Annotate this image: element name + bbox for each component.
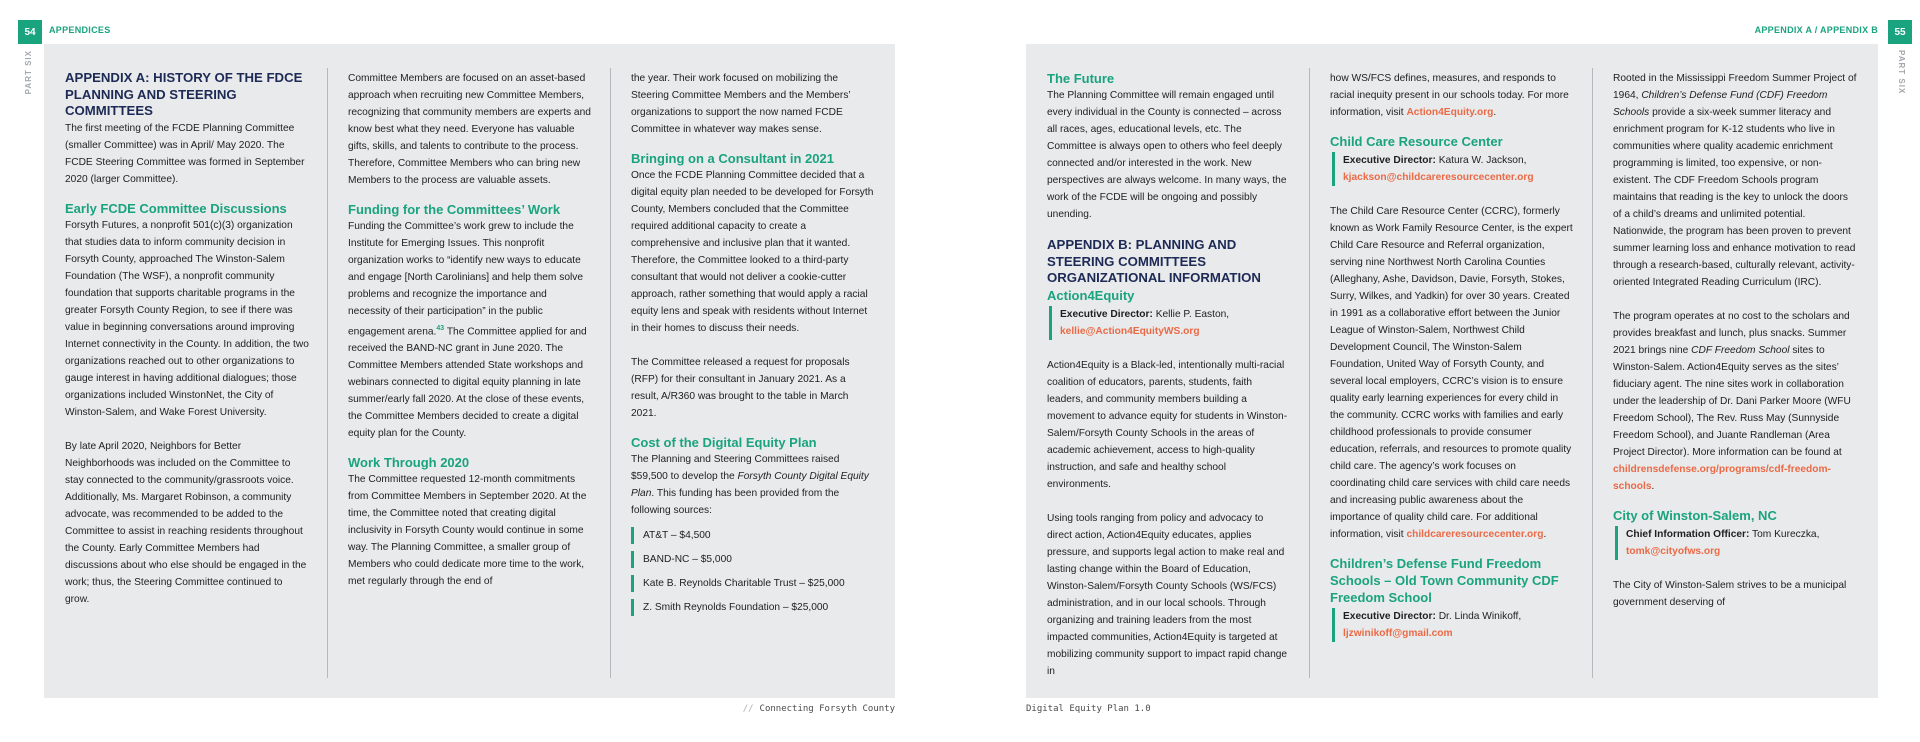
action4equity-heading: Action4Equity <box>1047 287 1135 303</box>
website-link[interactable]: Action4Equity.org <box>1406 107 1494 118</box>
content-panel <box>1026 44 1878 698</box>
city-heading: City of Winston-Salem, NC <box>1613 508 1777 523</box>
footer-text: Connecting Forsyth County <box>759 704 895 714</box>
list-item: AT&T – $4,500 <box>631 527 875 544</box>
email-link[interactable]: tomk@cityofws.org <box>1626 546 1721 557</box>
website-link[interactable]: childrensdefense.org/programs/cdf-freedom-schools <box>1613 464 1831 492</box>
consultant-heading: Bringing on a Consultant in 2021 <box>631 151 834 166</box>
work-2020-heading: Work Through 2020 <box>348 455 470 471</box>
funding-sources-list <box>631 527 875 616</box>
contact-block: Executive Director: Dr. Linda Winikoff, ljzwinikoff@gmail.com <box>1332 608 1574 642</box>
column-1 <box>65 70 309 608</box>
column-divider <box>1592 68 1593 678</box>
page-number: 55 <box>1888 20 1912 44</box>
section-label: APPENDICES <box>49 25 111 35</box>
column-divider <box>610 68 611 678</box>
section-label: APPENDIX A / APPENDIX B <box>1754 25 1878 35</box>
list-item: BAND-NC – $5,000 <box>631 551 875 568</box>
paragraph: The Committee released a request for proposals (RFP) for their consultant in January 2021. As a result, A/R360 was brought to the table in March 2021. <box>631 357 850 419</box>
early-discussions-heading: Early FCDE Committee Discussions <box>65 200 287 216</box>
part-label: PART SIX <box>1897 50 1906 95</box>
contact-block: Executive Director: Katura W. Jackson, kjackson@childcareresourcecenter.org <box>1332 152 1574 186</box>
paragraph: The City of Winston-Salem strives to be a municipal government deserving of <box>1613 580 1847 608</box>
paragraph: the year. Their work focused on mobilizing the Steering Committee Members and the Members’ organizations to support the now named FCDE Committee in whatever way makes sense. <box>631 73 851 135</box>
appendix-b-heading: APPENDIX B: PLANNING AND STEERING COMMITTEES ORGANIZATIONAL INFORMATION <box>1047 237 1261 285</box>
footer-mark: // <box>742 704 754 714</box>
list-item: Z. Smith Reynolds Foundation – $25,000 <box>631 599 875 616</box>
cdf-heading: Children’s Defense Fund Freedom Schools – Old Town Community CDF Freedom School <box>1330 556 1559 605</box>
future-heading: The Future <box>1047 71 1115 86</box>
paragraph: Committee Members are focused on an asset-based approach when recruiting new Committee Members, recognizing that community members are experts and know best what they need. Everyone has valuable gifts, skills, and talents to contribute to the process. Therefore, Committee Members who can bring new Members to the process are valuable assets. <box>348 73 591 186</box>
appendix-a-heading: APPENDIX A: HISTORY OF THE FDCE PLANNING AND STEERING COMMITTEES <box>65 70 303 118</box>
cost-paragraph: The Planning and Steering Committees raised $59,500 to develop the Forsyth County Digital Equity Plan. This funding has been provided from the following sources: <box>631 454 869 516</box>
column-1 <box>1047 70 1291 680</box>
column-divider <box>327 68 328 678</box>
paragraph: By late April 2020, Neighbors for Better Neighborhoods was included on the Committee to stay connected to the community/grassroots voice. Additionally, Ms. Margaret Robinson, a community advocate, was recommended to be added to the Committee to assist in reaching residents throughout the County. Early Committee Members had discussions about who else should be engaged in the work; thus, the Steering Committee continued to grow. <box>65 440 307 605</box>
paragraph: Action4Equity is a Black-led, intentionally multi-racial coalition of educators, parents, students, faith leaders, and community members building a movement to advance equity for students in Winston-Salem/Forsyth County Schools in the areas of academic achievement, access to high-quality instruction, and safe and healthy school environments. <box>1047 359 1288 490</box>
part-label: PART SIX <box>24 50 33 95</box>
contact-block: Chief Information Officer: Tom Kureczka, tomk@cityofws.org <box>1615 526 1857 560</box>
contact-block: Executive Director: Kellie P. Easton, kellie@Action4EquityWS.org <box>1049 306 1291 340</box>
cost-heading: Cost of the Digital Equity Plan <box>631 435 817 450</box>
paragraph: The Planning Committee will remain engaged until every individual in the County is connected – across all races, ages, educational levels, etc. The Committee is always open to others who feel deeply connected and/or interested in the work. New perspectives are always welcome. In many ways, the work of the FCDE will be ongoing and possibly unending. <box>1047 90 1287 220</box>
funding-heading: Funding for the Committees’ Work <box>348 202 561 217</box>
column-divider <box>1309 68 1310 678</box>
ccrc-heading: Child Care Resource Center <box>1330 134 1503 149</box>
column-3 <box>631 70 875 623</box>
footer <box>743 704 895 714</box>
funding-paragraph: Funding the Committee’s work grew to include the Institute for Emerging Issues. This nonprofit organization works to “identify new ways to educate and engage [North Carolinians] and help them solve problems and recognize the importance and necessity of their participation” in the public engagement arena.$^{43}$ The Committee applied for and received the BAND-NC grant in June 2020. The Committee Members attended State workshops and webinars connected to digital equity planning in late summer/early fall 2020. At the close of these events, the Committee Members decided to create a digital equity plan for the County. <box>348 221 587 440</box>
email-link[interactable]: ljzwinikoff@gmail.com <box>1343 628 1453 639</box>
paragraph: Using tools ranging from policy and advocacy to direct action, Action4Equity educates, applies pressure, and supports legal action to make real and lasting change within the Board of Education, Winston-Salem/Forsyth County Schools (WS/FCS) administration, and in our local schools. Through organizing and training leaders from the most impacted communities, Action4Equity is targeted at mobilizing community support to impact rapid change in <box>1047 512 1288 677</box>
content-panel <box>44 44 895 698</box>
left-page <box>0 0 910 742</box>
email-link[interactable]: kjackson@childcareresourcecenter.org <box>1343 172 1534 183</box>
email-link[interactable]: kellie@Action4EquityWS.org <box>1060 325 1200 337</box>
page-number: 54 <box>18 20 42 44</box>
column-3 <box>1613 70 1857 611</box>
list-item: Kate B. Reynolds Charitable Trust – $25,000 <box>631 575 875 592</box>
paragraph: Rooted in the Mississippi Freedom Summer Project of 1964, Children’s Defense Fund (CDF) Freedom Schools provide a six-week summer literacy and enrichment program for K-12 students who live in communities where quality academic enrichment programming is limited, too expensive, or non-existent. The CDF Freedom Schools program maintains that reading is the key to unlock the doors of a child’s dreams and unlimited potential. Nationwide, the program has been proven to prevent summer learning loss and enhance motivation to read through a research-based, culturally relevant, activity-oriented Integrated Reading Curriculum (IRC). <box>1613 73 1857 288</box>
paragraph: Once the FCDE Planning Committee decided that a digital equity plan needed to be developed for Forsyth County, Members concluded that the Committee required additional capacity to create a comprehensive and inclusive plan that it wanted. Therefore, the Committee looked to a third-party consultant that would not deliver a cookie-cutter approach, rather something that would apply a racial equity lens and speak with residents without Internet in their homes to discuss their needs. <box>631 170 874 334</box>
intro-paragraph: The first meeting of the FCDE Planning Committee (smaller Committee) was in April/ May 2020. The FCDE Steering Committee was formed in September 2020 (larger Committee). <box>65 122 305 185</box>
column-2 <box>348 70 592 590</box>
footnote-marker[interactable]: 43 <box>436 325 445 332</box>
footer-text: Digital Equity Plan 1.0 <box>1026 704 1151 714</box>
website-link[interactable]: childcareresourcecenter.org <box>1406 529 1544 540</box>
paragraph: Forsyth Futures, a nonprofit 501(c)(3) organization that studies data to inform community decision in Forsyth County, approached The Winston-Salem Foundation (The WSF), a nonprofit community foundation that supports charitable programs in the greater Forsyth County Region, to see if there was value in beginning conversations around improving Internet connectivity in the County. In addition, the two organizations reached out to other organizations to gauge interest in having additional dialogues; those organizations included WinstonNet, the City of Winston-Salem, and Wake Forest University. <box>65 219 309 418</box>
paragraph: The program operates at no cost to the scholars and provides breakfast and lunch, plus snacks. Summer 2021 brings nine CDF Freedom School sites to Winston-Salem. Action4Equity serves as the sites’ fiduciary agent. The nine sites work in collaboration under the leadership of Dr. Dani Parker Moore (WFU Freedom School), The Rev. Russ May (Sunnyside Freedom School), and Juante Randleman (Area Project Director). More information can be found at childrensdefense.org/programs/cdf-freedom-schools. <box>1613 311 1851 492</box>
paragraph: The Committee requested 12-month commitments from Committee Members in September 2020. At the time, the Committee noted that creating digital inclusivity in Forsyth County would continue in some way. The Planning Committee, a smaller group of Members who could dedicate more time to the work, met regularly through the end of <box>348 474 587 588</box>
paragraph: how WS/FCS defines, measures, and responds to racial inequity present in our schools today. For more information, visit Action4Equity.org. <box>1330 73 1569 118</box>
paragraph: The Child Care Resource Center (CCRC), formerly known as Work Family Resource Center, is the expert Child Care Resource and Referral organization, serving nine Northwest North Carolina Counties (Alleghany, Ashe, Davidson, Davie, Forsyth, Stokes, Surry, Wilkes, and Yadkin) for over 30 years. Created in 1991 as a collaborative effort between the Junior League of Winston-Salem, Northwest Child Development Council, The Winston-Salem Foundation, United Way of Forsyth County, and several local employers, CCRC’s vision is to ensure quality early learning experiences for every child in the community. CCRC works with families and early childhood professionals to provide consumer education, referrals, and resources to promote quality child care. The agency’s work focuses on coordinating child care services with child care needs and increasing public awareness about the importance of quality child care. For additional information, visit childcareresourcecenter.org. <box>1330 206 1573 540</box>
right-page <box>1010 0 1920 742</box>
column-2 <box>1330 70 1574 642</box>
